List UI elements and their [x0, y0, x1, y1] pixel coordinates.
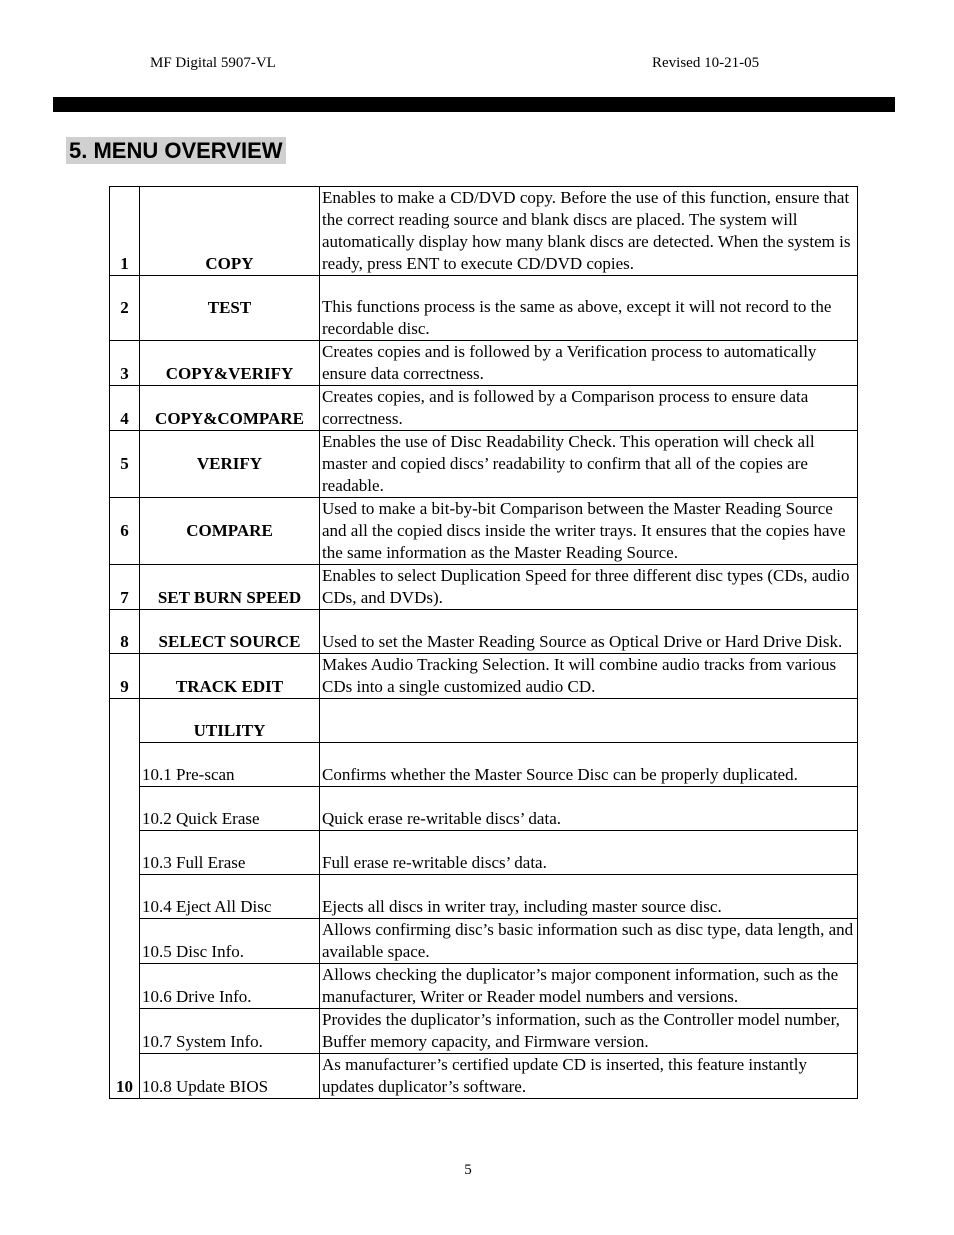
submenu-description: Allows confirming disc’s basic information such as disc type, data length, and available space. [320, 919, 858, 964]
menu-name: COPY&VERIFY [140, 341, 320, 386]
menu-name: UTILITY [140, 699, 320, 743]
table-row [110, 498, 858, 565]
submenu-description: Confirms whether the Master Source Disc can be properly duplicated. [320, 743, 858, 787]
submenu-description: Ejects all discs in writer tray, including master source disc. [320, 875, 858, 919]
menu-description: Makes Audio Tracking Selection. It will combine audio tracks from various CDs into a single customized audio CD. [320, 654, 858, 699]
menu-number: 8 [110, 610, 140, 654]
submenu-name: 10.3 Full Erase [140, 831, 320, 875]
table-row [110, 1054, 858, 1099]
menu-number: 6 [110, 498, 140, 565]
menu-description: This functions process is the same as above, except it will not record to the recordable disc. [320, 276, 858, 341]
table-row [110, 610, 858, 654]
menu-name: VERIFY [140, 431, 320, 498]
submenu-name: 10.2 Quick Erase [140, 787, 320, 831]
table-row [110, 787, 858, 831]
submenu-description: As manufacturer’s certified update CD is inserted, this feature instantly updates duplicator’s software. [320, 1054, 858, 1099]
submenu-name: 10.7 System Info. [140, 1009, 320, 1054]
menu-description: Enables to select Duplication Speed for three different disc types (CDs, audio CDs, and DVDs). [320, 565, 858, 610]
table-row [110, 565, 858, 610]
table-row [110, 654, 858, 699]
menu-number: 4 [110, 386, 140, 431]
menu-name: COMPARE [140, 498, 320, 565]
menu-name: COPY [140, 187, 320, 276]
header-rule [53, 97, 895, 112]
table-row [110, 276, 858, 341]
menu-name: SET BURN SPEED [140, 565, 320, 610]
menu-description: Used to set the Master Reading Source as Optical Drive or Hard Drive Disk. [320, 610, 858, 654]
menu-number: 1 [110, 187, 140, 276]
menu-number: 9 [110, 654, 140, 699]
submenu-name: 10.8 Update BIOS [140, 1054, 320, 1099]
menu-description [320, 699, 858, 743]
table-row [110, 875, 858, 919]
submenu-name: 10.6 Drive Info. [140, 964, 320, 1009]
menu-description: Used to make a bit-by-bit Comparison between the Master Reading Source and all the copied discs inside the writer trays. It ensures that the copies have the same information as the Master Reading Source. [320, 498, 858, 565]
menu-description: Enables to make a CD/DVD copy. Before the use of this function, ensure that the correct reading source and blank discs are placed. The system will automatically display how many blank discs are detected. When the system is ready, press ENT to execute CD/DVD copies. [320, 187, 858, 276]
table-row [110, 341, 858, 386]
submenu-description: Allows checking the duplicator’s major component information, such as the manufacturer, Writer or Reader model numbers and versions. [320, 964, 858, 1009]
table-row [110, 187, 858, 276]
menu-description: Creates copies, and is followed by a Comparison process to ensure data correctness. [320, 386, 858, 431]
table-row [110, 431, 858, 498]
menu-overview-table [109, 186, 858, 1099]
table-row [110, 831, 858, 875]
submenu-name: 10.1 Pre-scan [140, 743, 320, 787]
submenu-description: Full erase re-writable discs’ data. [320, 831, 858, 875]
menu-number: 2 [110, 276, 140, 341]
table-row [110, 1009, 858, 1054]
menu-name: TEST [140, 276, 320, 341]
submenu-description: Provides the duplicator’s information, such as the Controller model number, Buffer memory capacity, and Firmware version. [320, 1009, 858, 1054]
menu-number: 3 [110, 341, 140, 386]
table-row [110, 743, 858, 787]
menu-number: 10 [110, 699, 140, 1099]
section-title: 5. MENU OVERVIEW [66, 137, 286, 164]
table-row [110, 919, 858, 964]
page-number: 5 [464, 1162, 472, 1178]
submenu-name: 10.4 Eject All Disc [140, 875, 320, 919]
menu-name: SELECT SOURCE [140, 610, 320, 654]
menu-name: TRACK EDIT [140, 654, 320, 699]
menu-number: 7 [110, 565, 140, 610]
header-revision-date: Revised 10-21-05 [652, 55, 760, 71]
table-row [110, 699, 858, 743]
header-document-title: MF Digital 5907-VL [150, 55, 276, 71]
table-row [110, 964, 858, 1009]
table-row [110, 386, 858, 431]
menu-description: Creates copies and is followed by a Verification process to automatically ensure data correctness. [320, 341, 858, 386]
menu-name: COPY&COMPARE [140, 386, 320, 431]
submenu-name: 10.5 Disc Info. [140, 919, 320, 964]
menu-description: Enables the use of Disc Readability Check. This operation will check all master and copied discs’ readability to confirm that all of the copies are readable. [320, 431, 858, 498]
submenu-description: Quick erase re-writable discs’ data. [320, 787, 858, 831]
menu-number: 5 [110, 431, 140, 498]
